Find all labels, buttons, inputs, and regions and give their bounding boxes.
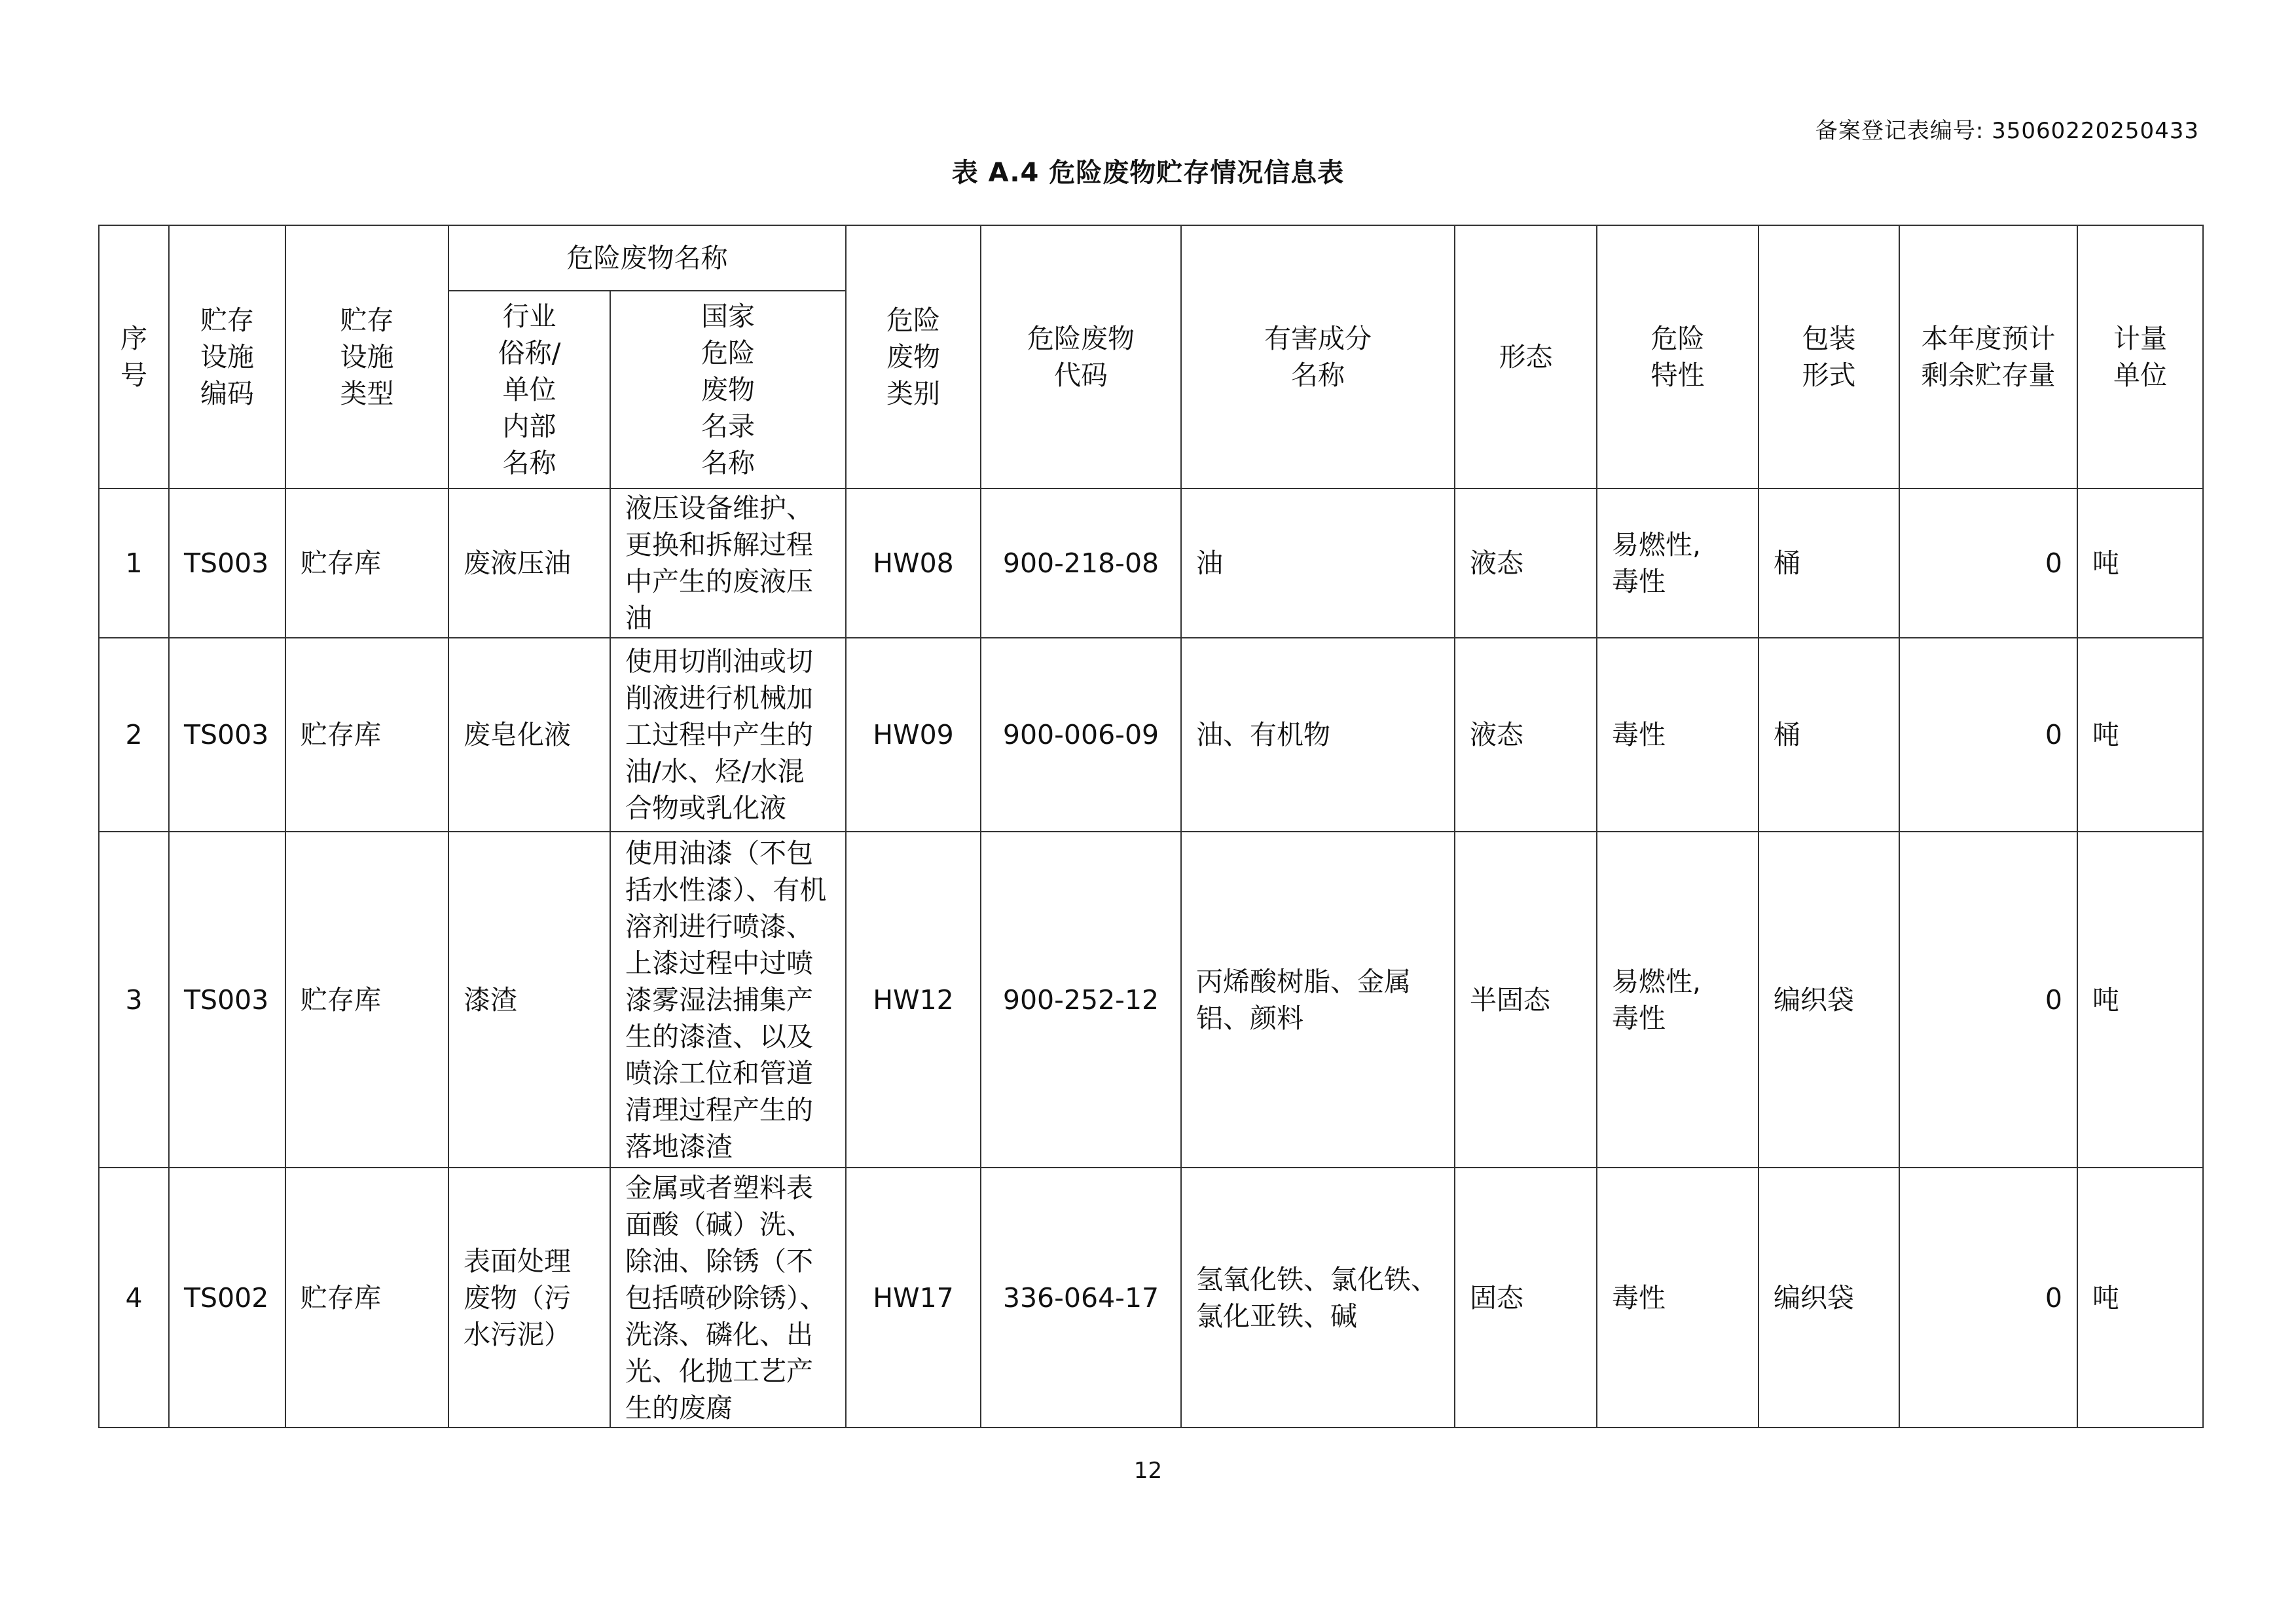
header-row-1 <box>99 225 2203 291</box>
cell-seq: 3 <box>99 832 169 1168</box>
cell-unit: 吨 <box>2077 832 2203 1168</box>
header-remaining: 本年度预计 剩余贮存量 <box>1899 225 2077 489</box>
cell-code: 900-218-08 <box>981 489 1181 638</box>
header-characteristic: 危险 特性 <box>1597 225 1758 489</box>
cell-national-name: 使用切削油或切削液进行机械加工过程中产生的油/水、烃/水混合物或乳化液 <box>610 638 846 832</box>
cell-national-name: 金属或者塑料表面酸（碱）洗、除油、除锈（不包括喷砂除锈）、洗涤、磷化、出光、化抛工艺产生的废腐 <box>610 1168 846 1428</box>
table-row <box>99 638 2203 832</box>
header-waste-name-group: 危险废物名称 <box>448 225 846 291</box>
cell-characteristic: 易燃性, 毒性 <box>1597 489 1758 638</box>
cell-seq: 2 <box>99 638 169 832</box>
header-industry-name: 行业 俗称/ 单位 内部 名称 <box>448 291 610 489</box>
hazardous-waste-storage-table <box>98 225 2204 1428</box>
cell-industry-name: 废液压油 <box>448 489 610 638</box>
cell-facility-code: TS003 <box>169 489 285 638</box>
registration-number: 35060220250433 <box>1992 118 2199 144</box>
table-row <box>99 1168 2203 1428</box>
cell-remaining: 0 <box>1899 832 2077 1168</box>
cell-facility-code: TS003 <box>169 638 285 832</box>
cell-national-name: 使用油漆（不包括水性漆）、有机溶剂进行喷漆、上漆过程中过喷漆雾湿法捕集产生的漆渣、以及喷涂工位和管道清理过程产生的落地漆渣 <box>610 832 846 1168</box>
cell-remaining: 0 <box>1899 1168 2077 1428</box>
header-facility-type: 贮存 设施 类型 <box>285 225 448 489</box>
cell-hazardous-components: 油 <box>1181 489 1455 638</box>
cell-form: 半固态 <box>1455 832 1597 1168</box>
cell-facility-type: 贮存库 <box>285 638 448 832</box>
registration-number-line <box>1815 113 2199 145</box>
cell-packaging: 桶 <box>1758 638 1899 832</box>
header-facility-code: 贮存 设施 编码 <box>169 225 285 489</box>
cell-category: HW09 <box>846 638 981 832</box>
cell-code: 900-006-09 <box>981 638 1181 832</box>
cell-characteristic: 毒性 <box>1597 1168 1758 1428</box>
header-code: 危险废物 代码 <box>981 225 1181 489</box>
header-unit: 计量 单位 <box>2077 225 2203 489</box>
cell-code: 900-252-12 <box>981 832 1181 1168</box>
header-national-name: 国家 危险 废物 名录 名称 <box>610 291 846 489</box>
cell-unit: 吨 <box>2077 489 2203 638</box>
cell-form: 液态 <box>1455 638 1597 832</box>
cell-facility-type: 贮存库 <box>285 1168 448 1428</box>
registration-label: 备案登记表编号: <box>1815 118 1984 144</box>
cell-national-name: 液压设备维护、更换和拆解过程中产生的废液压油 <box>610 489 846 638</box>
header-hazardous-components: 有害成分 名称 <box>1181 225 1455 489</box>
cell-category: HW12 <box>846 832 981 1168</box>
cell-facility-type: 贮存库 <box>285 489 448 638</box>
cell-remaining: 0 <box>1899 638 2077 832</box>
cell-seq: 1 <box>99 489 169 638</box>
cell-unit: 吨 <box>2077 1168 2203 1428</box>
cell-facility-code: TS002 <box>169 1168 285 1428</box>
header-packaging: 包装 形式 <box>1758 225 1899 489</box>
cell-facility-type: 贮存库 <box>285 832 448 1168</box>
cell-hazardous-components: 氢氧化铁、氯化铁、氯化亚铁、碱 <box>1181 1168 1455 1428</box>
table-title: 表 A.4 危险废物贮存情况信息表 <box>951 158 1345 188</box>
page-number: 12 <box>1133 1458 1163 1484</box>
header-category: 危险 废物 类别 <box>846 225 981 489</box>
cell-packaging: 编织袋 <box>1758 832 1899 1168</box>
cell-packaging: 桶 <box>1758 489 1899 638</box>
cell-category: HW17 <box>846 1168 981 1428</box>
cell-form: 液态 <box>1455 489 1597 638</box>
cell-code: 336-064-17 <box>981 1168 1181 1428</box>
cell-industry-name: 漆渣 <box>448 832 610 1168</box>
cell-form: 固态 <box>1455 1168 1597 1428</box>
cell-packaging: 编织袋 <box>1758 1168 1899 1428</box>
cell-unit: 吨 <box>2077 638 2203 832</box>
cell-seq: 4 <box>99 1168 169 1428</box>
header-form: 形态 <box>1455 225 1597 489</box>
cell-hazardous-components: 油、有机物 <box>1181 638 1455 832</box>
cell-characteristic: 易燃性, 毒性 <box>1597 832 1758 1168</box>
cell-remaining: 0 <box>1899 489 2077 638</box>
cell-hazardous-components: 丙烯酸树脂、金属铝、颜料 <box>1181 832 1455 1168</box>
cell-characteristic: 毒性 <box>1597 638 1758 832</box>
header-seq: 序 号 <box>99 225 169 489</box>
cell-category: HW08 <box>846 489 981 638</box>
table-row <box>99 832 2203 1168</box>
table-row <box>99 489 2203 638</box>
cell-industry-name: 废皂化液 <box>448 638 610 832</box>
cell-industry-name: 表面处理废物（污水污泥） <box>448 1168 610 1428</box>
cell-facility-code: TS003 <box>169 832 285 1168</box>
